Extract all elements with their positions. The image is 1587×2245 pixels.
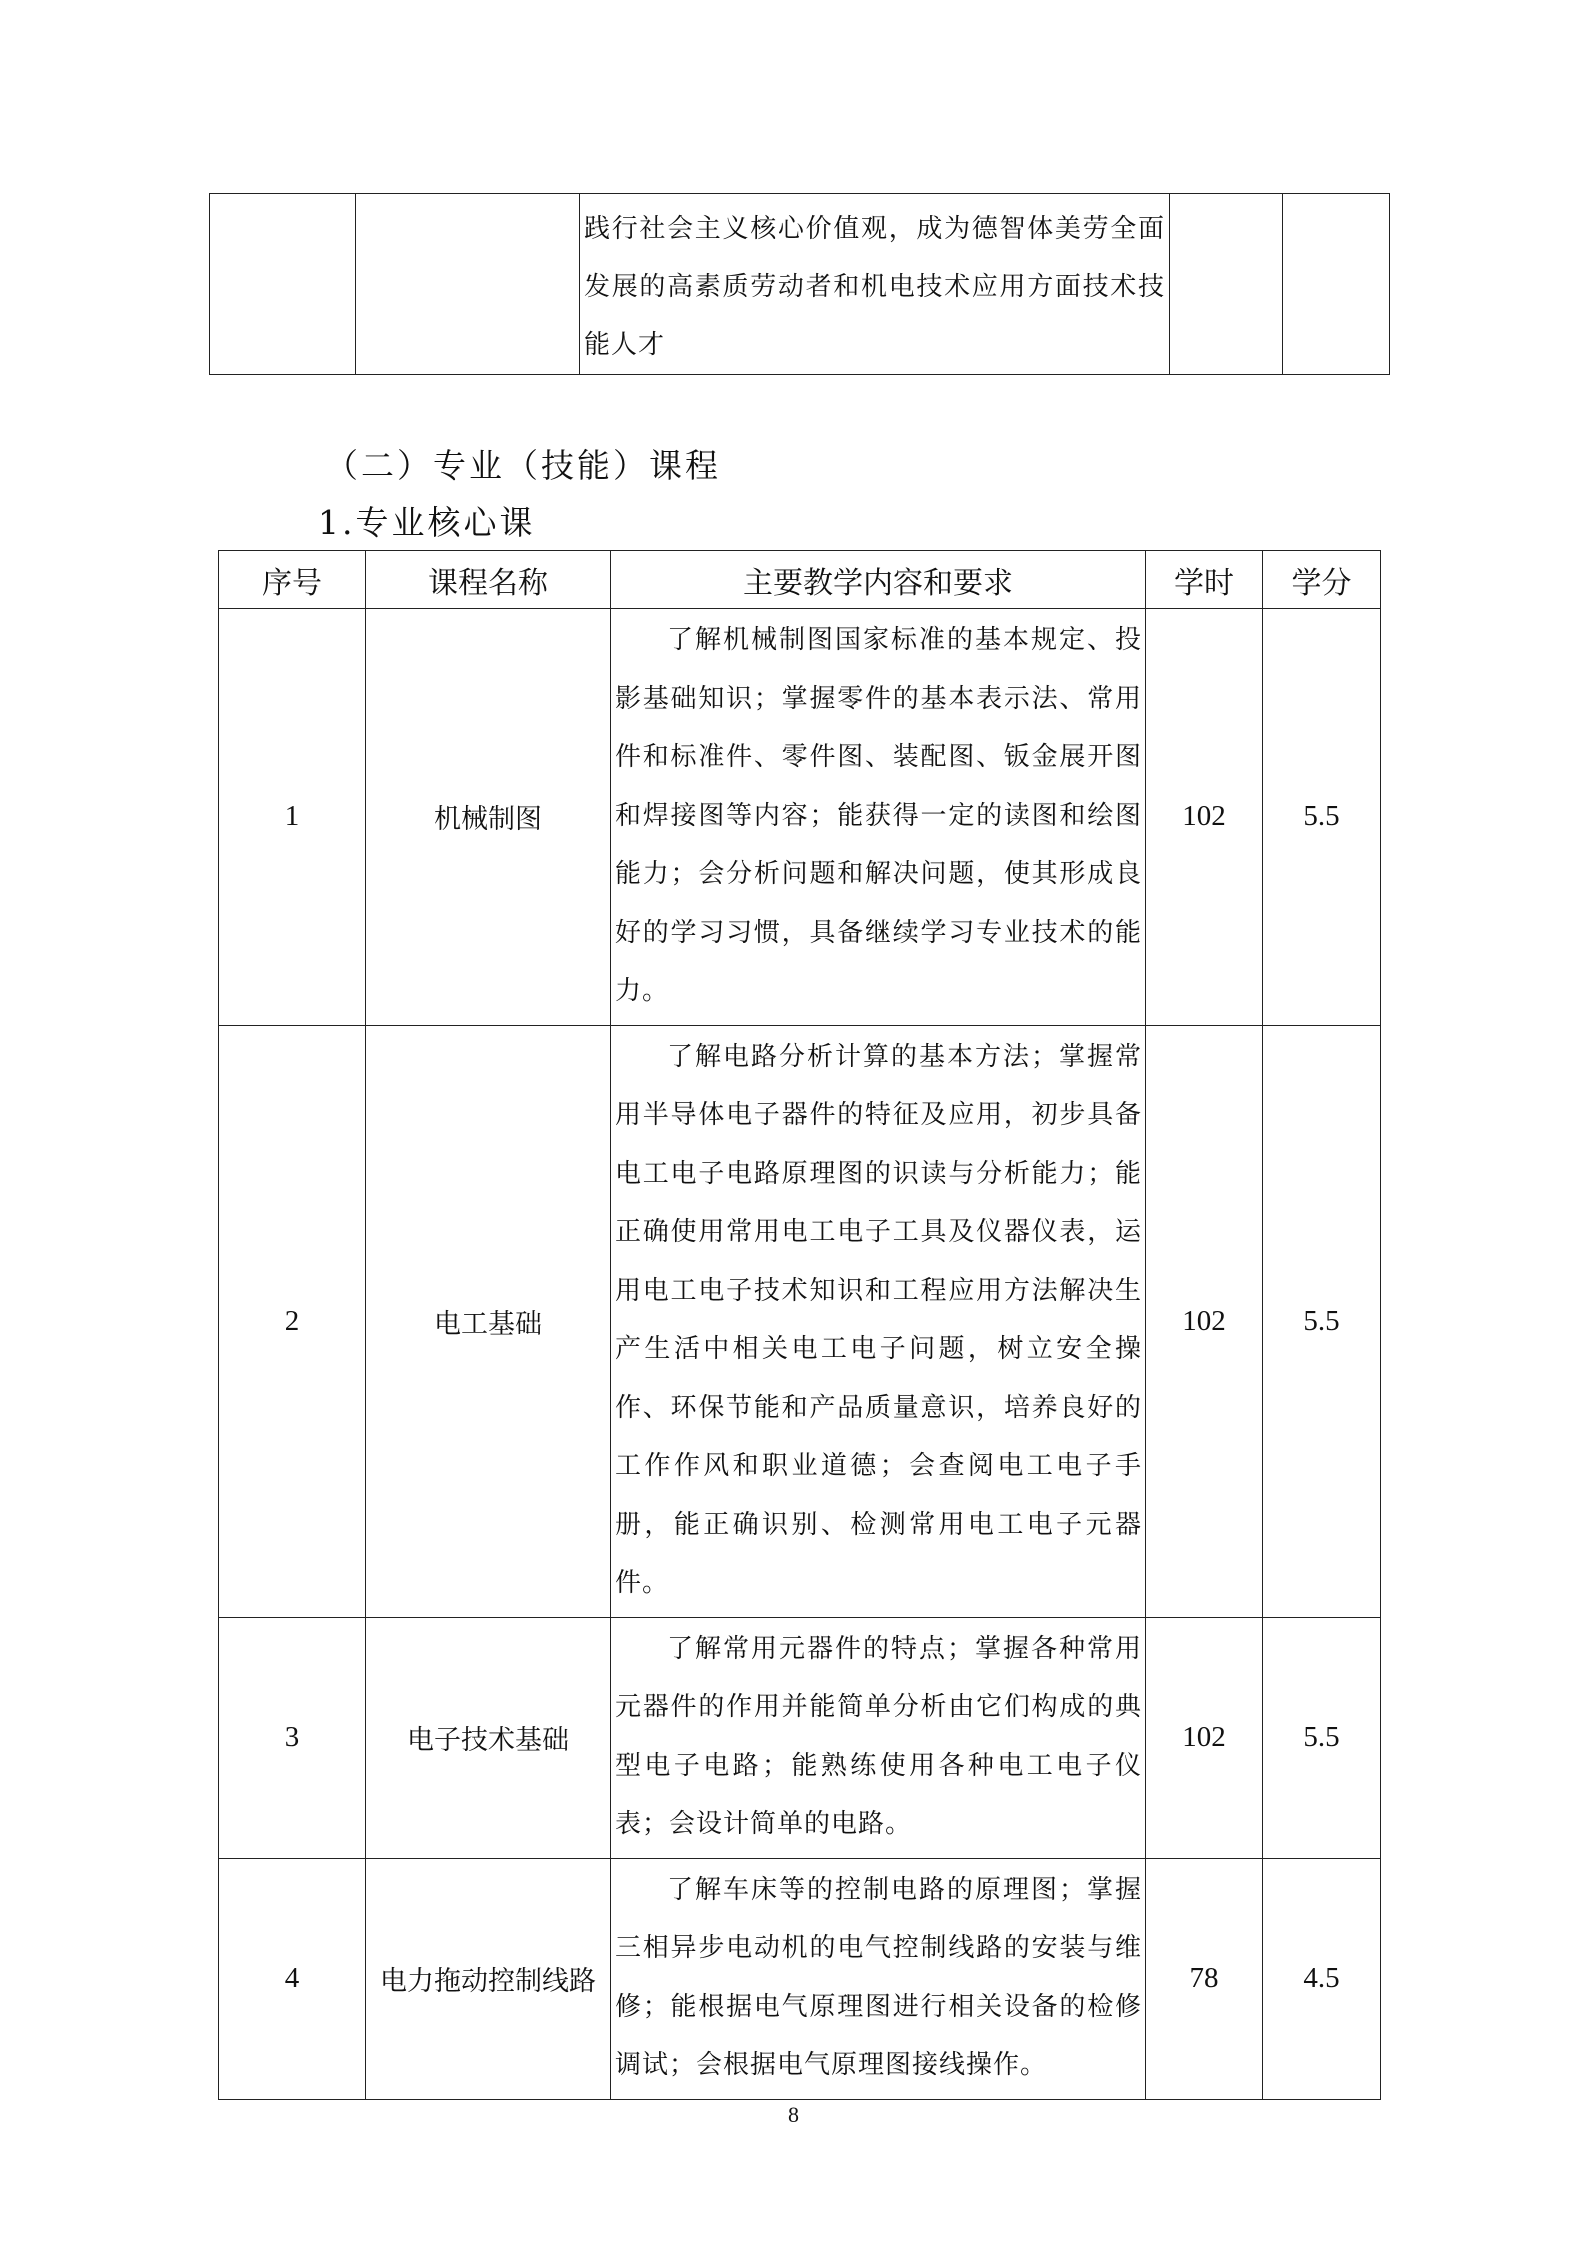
course-content: 了解电路分析计算的基本方法；掌握常用半导体电子器件的特征及应用，初步具备电工电子电路原理图的识读与分析能力；能正确使用常用电工电子工具及仪器仪表，运用电工电子技术知识和工程应用方法解决生产生活中相关电工电子问题，树立安全操作、环保节能和产品质量意识，培养良好的工作作风和职业道德；会查阅电工电子手册，能正确识别、检测常用电工电子元器件。: [611, 1025, 1146, 1617]
course-credits: 5.5: [1263, 609, 1381, 1026]
course-hours: 102: [1146, 1617, 1263, 1858]
continued-content-cell: 践行社会主义核心价值观，成为德智体美劳全面发展的高素质劳动者和机电技术应用方面技术技能人才: [580, 194, 1170, 375]
course-name: 机械制图: [366, 609, 611, 1026]
course-hours: 102: [1146, 609, 1263, 1026]
page-number: 8: [788, 2102, 799, 2127]
table-row: [219, 1617, 1381, 1858]
row-index: 1: [219, 609, 366, 1026]
core-course-table: [218, 550, 1381, 2100]
continued-name-cell: [356, 194, 580, 375]
subsection-heading: 1.专业核心课: [318, 503, 536, 542]
table-row: [219, 1858, 1381, 2099]
header-row: [219, 551, 1381, 609]
course-hours: 78: [1146, 1858, 1263, 2099]
course-hours: 102: [1146, 1025, 1263, 1617]
course-credits: 5.5: [1263, 1617, 1381, 1858]
continued-index-cell: [210, 194, 356, 375]
course-content: 了解常用元器件的特点；掌握各种常用元器件的作用并能简单分析由它们构成的典型电子电路；能熟练使用各种电工电子仪表；会设计简单的电路。: [611, 1617, 1146, 1858]
row-index: 3: [219, 1617, 366, 1858]
header-content: 主要教学内容和要求: [611, 551, 1146, 609]
course-content: 了解车床等的控制电路的原理图；掌握三相异步电动机的电气控制线路的安装与维修；能根据电气原理图进行相关设备的检修调试；会根据电气原理图接线操作。: [611, 1858, 1146, 2099]
continued-credits-cell: [1283, 194, 1390, 375]
table-row: [219, 609, 1381, 1026]
header-credits: 学分: [1263, 551, 1381, 609]
course-name: 电力拖动控制线路: [366, 1858, 611, 2099]
course-name: 电工基础: [366, 1025, 611, 1617]
header-hours: 学时: [1146, 551, 1263, 609]
course-content: 了解机械制图国家标准的基本规定、投影基础知识；掌握零件的基本表示法、常用件和标准件、零件图、装配图、钣金展开图和焊接图等内容；能获得一定的读图和绘图能力；会分析问题和解决问题，使其形成良好的学习习惯，具备继续学习专业技术的能力。: [611, 609, 1146, 1026]
continued-hours-cell: [1170, 194, 1283, 375]
table-row: [210, 194, 1390, 375]
header-course-name: 课程名称: [366, 551, 611, 609]
table-row: [219, 1025, 1381, 1617]
course-name: 电子技术基础: [366, 1617, 611, 1858]
continued-table: [209, 193, 1390, 375]
course-credits: 4.5: [1263, 1858, 1381, 2099]
section-heading: （二）专业（技能）课程: [325, 446, 721, 485]
course-credits: 5.5: [1263, 1025, 1381, 1617]
header-index: 序号: [219, 551, 366, 609]
row-index: 2: [219, 1025, 366, 1617]
row-index: 4: [219, 1858, 366, 2099]
